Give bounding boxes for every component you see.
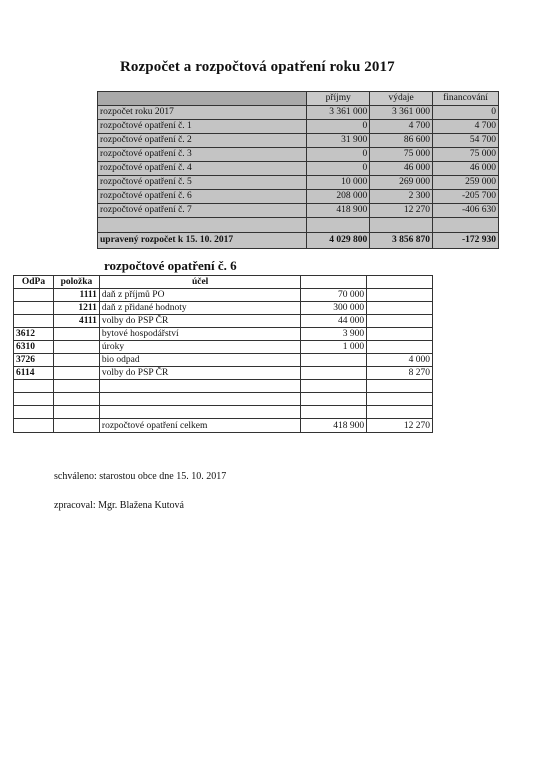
measure-expenses — [367, 302, 433, 315]
measure-odpa — [14, 393, 54, 406]
summary-spacer-cell — [98, 218, 307, 233]
summary-financing: 0 — [433, 106, 499, 120]
summary-total-expenses: 3 856 870 — [370, 233, 433, 249]
summary-label: rozpočtové opatření č. 7 — [98, 204, 307, 218]
summary-header-expenses: výdaje — [370, 92, 433, 106]
summary-row — [98, 134, 499, 148]
summary-financing: 259 000 — [433, 176, 499, 190]
measure-purpose: bytové hospodářství — [99, 328, 300, 341]
measure-odpa — [14, 406, 54, 419]
summary-expenses: 3 361 000 — [370, 106, 433, 120]
measure-total-empty — [53, 419, 99, 433]
measure-purpose: daň z příjmů PO — [99, 289, 300, 302]
summary-spacer-cell — [307, 218, 370, 233]
summary-header-income: příjmy — [307, 92, 370, 106]
summary-financing: 75 000 — [433, 148, 499, 162]
measure-income — [301, 380, 367, 393]
measure-odpa — [14, 315, 54, 328]
measure-header-odpa: OdPa — [14, 276, 54, 289]
summary-expenses: 269 000 — [370, 176, 433, 190]
measure-header-row — [14, 276, 433, 289]
summary-row — [98, 190, 499, 204]
measure-item — [53, 341, 99, 354]
measure-purpose: úroky — [99, 341, 300, 354]
measure-row — [14, 367, 433, 380]
summary-income: 10 000 — [307, 176, 370, 190]
summary-header-financing: financování — [433, 92, 499, 106]
summary-label: rozpočet roku 2017 — [98, 106, 307, 120]
measure-odpa — [14, 380, 54, 393]
summary-expenses: 2 300 — [370, 190, 433, 204]
document-title: Rozpočet a rozpočtová opatření roku 2017 — [120, 59, 395, 75]
summary-income: 31 900 — [307, 134, 370, 148]
measure-header-item: položka — [53, 276, 99, 289]
summary-financing: -406 630 — [433, 204, 499, 218]
summary-income: 418 900 — [307, 204, 370, 218]
summary-income: 0 — [307, 162, 370, 176]
summary-row — [98, 176, 499, 190]
summary-expenses: 75 000 — [370, 148, 433, 162]
measure-income: 44 000 — [301, 315, 367, 328]
measure-item — [53, 367, 99, 380]
summary-financing: -205 700 — [433, 190, 499, 204]
measure-income: 300 000 — [301, 302, 367, 315]
measure-purpose: bio odpad — [99, 354, 300, 367]
measure-total-label: rozpočtové opatření celkem — [99, 419, 300, 433]
measure-item: 1111 — [53, 289, 99, 302]
measure-income — [301, 393, 367, 406]
summary-financing: 54 700 — [433, 134, 499, 148]
summary-financing: 46 000 — [433, 162, 499, 176]
measure-purpose — [99, 380, 300, 393]
measure-odpa — [14, 302, 54, 315]
measure-income: 3 900 — [301, 328, 367, 341]
summary-label: rozpočtové opatření č. 6 — [98, 190, 307, 204]
summary-financing: 4 700 — [433, 120, 499, 134]
measure-odpa: 3612 — [14, 328, 54, 341]
budget-summary-table — [97, 91, 499, 249]
measure-income — [301, 406, 367, 419]
summary-label: rozpočtové opatření č. 1 — [98, 120, 307, 134]
measure-odpa: 6310 — [14, 341, 54, 354]
summary-expenses: 86 600 — [370, 134, 433, 148]
measure-odpa — [14, 289, 54, 302]
summary-label: rozpočtové opatření č. 5 — [98, 176, 307, 190]
summary-spacer-cell — [370, 218, 433, 233]
measure-total-expenses: 12 270 — [367, 419, 433, 433]
measure-row — [14, 406, 433, 419]
measure-expenses: 8 270 — [367, 367, 433, 380]
summary-row — [98, 106, 499, 120]
summary-expenses: 12 270 — [370, 204, 433, 218]
measure-item — [53, 380, 99, 393]
measure-income — [301, 367, 367, 380]
summary-income: 0 — [307, 120, 370, 134]
measure-row — [14, 289, 433, 302]
measure-purpose: daň z přidané hodnoty — [99, 302, 300, 315]
measure-row — [14, 328, 433, 341]
measure-row — [14, 315, 433, 328]
summary-row — [98, 148, 499, 162]
summary-total-income: 4 029 800 — [307, 233, 370, 249]
summary-row — [98, 162, 499, 176]
measure-expenses — [367, 289, 433, 302]
measure-header-expenses — [367, 276, 433, 289]
summary-expenses: 4 700 — [370, 120, 433, 134]
measure-total-empty — [14, 419, 54, 433]
measure-income: 70 000 — [301, 289, 367, 302]
measure-income — [301, 354, 367, 367]
measure-expenses — [367, 393, 433, 406]
measure-expenses — [367, 380, 433, 393]
prepared-by-note: zpracoval: Mgr. Blažena Kutová — [54, 500, 184, 511]
summary-total-financing: -172 930 — [433, 233, 499, 249]
measure-title: rozpočtové opatření č. 6 — [104, 258, 237, 273]
summary-spacer-row — [98, 218, 499, 233]
measure-total-row — [14, 419, 433, 433]
measure-header-purpose: účel — [99, 276, 300, 289]
measure-expenses — [367, 406, 433, 419]
summary-total-row — [98, 233, 499, 249]
measure-purpose: volby do PSP ČR — [99, 367, 300, 380]
measure-expenses: 4 000 — [367, 354, 433, 367]
measure-expenses — [367, 328, 433, 341]
summary-total-label: upravený rozpočet k 15. 10. 2017 — [98, 233, 307, 249]
measure-purpose: volby do PSP ČR — [99, 315, 300, 328]
measure-total-income: 418 900 — [301, 419, 367, 433]
measure-income: 1 000 — [301, 341, 367, 354]
summary-row — [98, 120, 499, 134]
measure-item — [53, 406, 99, 419]
measure-detail-table — [13, 275, 433, 433]
measure-item: 4111 — [53, 315, 99, 328]
measure-item — [53, 354, 99, 367]
summary-row — [98, 204, 499, 218]
measure-expenses — [367, 341, 433, 354]
measure-header-income — [301, 276, 367, 289]
measure-item: 1211 — [53, 302, 99, 315]
measure-purpose — [99, 406, 300, 419]
measure-item — [53, 393, 99, 406]
summary-income: 3 361 000 — [307, 106, 370, 120]
measure-row — [14, 302, 433, 315]
measure-odpa: 3726 — [14, 354, 54, 367]
summary-header-row — [98, 92, 499, 106]
measure-row — [14, 354, 433, 367]
summary-expenses: 46 000 — [370, 162, 433, 176]
summary-label: rozpočtové opatření č. 4 — [98, 162, 307, 176]
approval-note: schváleno: starostou obce dne 15. 10. 2017 — [54, 471, 227, 482]
summary-header-empty — [98, 92, 307, 106]
measure-item — [53, 328, 99, 341]
summary-income: 208 000 — [307, 190, 370, 204]
summary-label: rozpočtové opatření č. 3 — [98, 148, 307, 162]
summary-spacer-cell — [433, 218, 499, 233]
measure-expenses — [367, 315, 433, 328]
measure-row — [14, 393, 433, 406]
summary-label: rozpočtové opatření č. 2 — [98, 134, 307, 148]
measure-odpa: 6114 — [14, 367, 54, 380]
measure-row — [14, 380, 433, 393]
measure-row — [14, 341, 433, 354]
measure-purpose — [99, 393, 300, 406]
summary-income: 0 — [307, 148, 370, 162]
